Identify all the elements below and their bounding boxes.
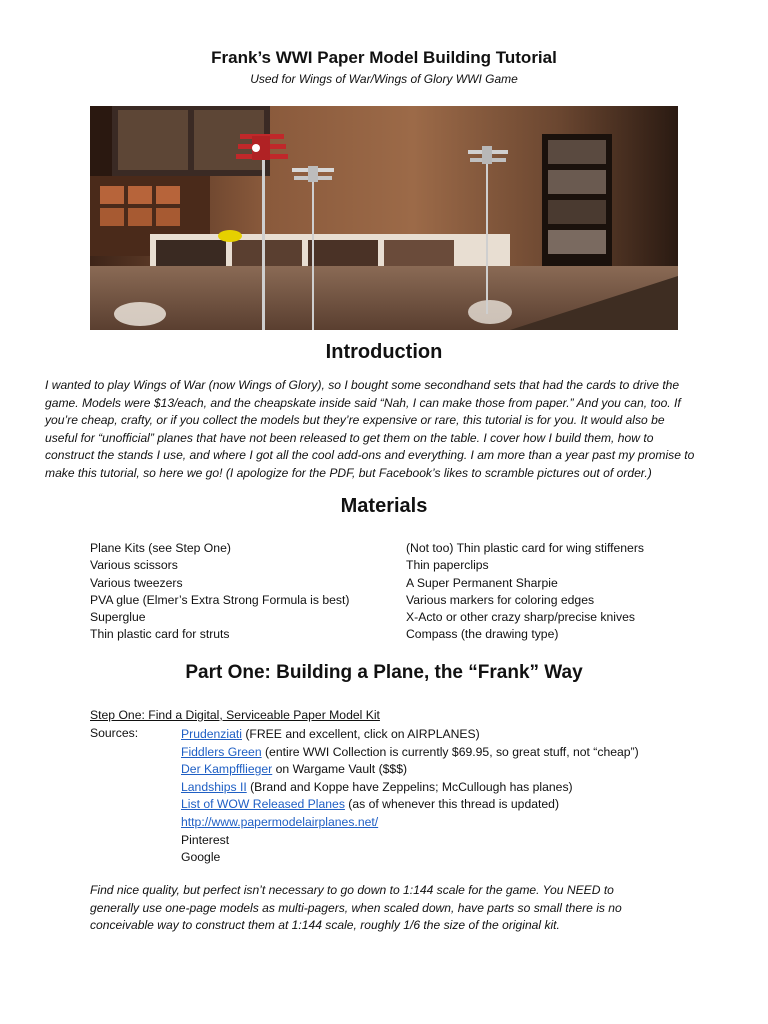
source-link-fiddlers-green[interactable]: Fiddlers Green: [181, 744, 262, 759]
list-item: Thin paperclips: [406, 558, 489, 573]
step-one-heading: Step One: Find a Digital, Serviceable Paper Model Kit: [90, 708, 380, 722]
list-item: PVA glue (Elmer’s Extra Strong Formula is best): [90, 592, 350, 607]
materials-heading: Materials: [340, 495, 428, 517]
materials-list-left: [90, 540, 349, 644]
sources-list: [181, 726, 639, 867]
header-photo-illustration: [90, 106, 678, 330]
list-item: Various tweezers: [90, 575, 183, 590]
materials-list-right: [406, 540, 644, 644]
introduction-heading: Introduction: [325, 341, 443, 363]
list-item: [181, 796, 639, 814]
list-item: Plane Kits (see Step One): [90, 541, 231, 555]
list-item: Various scissors: [90, 558, 178, 573]
source-note: (FREE and excellent, click on AIRPLANES): [241, 727, 480, 741]
source-link-landships-ii[interactable]: Landships II: [181, 779, 247, 794]
list-item: [181, 832, 639, 850]
list-item: [181, 814, 639, 832]
sources-label: Sources:: [90, 726, 139, 740]
list-item: [181, 779, 639, 797]
source-note: Pinterest: [181, 832, 230, 847]
source-link-papermodelairplanes[interactable]: http://www.papermodelairplanes.net/: [181, 814, 379, 829]
list-item: Various markers for coloring edges: [406, 592, 595, 607]
source-link-der-kampfflieger[interactable]: Der Kampfflieger: [181, 762, 273, 777]
list-item: Compass (the drawing type): [406, 627, 559, 642]
list-item: Thin plastic card for struts: [90, 627, 230, 642]
list-item: [181, 761, 639, 779]
document-title: Frank’s WWI Paper Model Building Tutorial: [211, 48, 557, 67]
source-note: (entire WWI Collection is currently $69.95, so great stuff, not “cheap”): [261, 744, 639, 759]
source-note: (as of whenever this thread is updated): [344, 797, 560, 812]
list-item: X-Acto or other crazy sharp/precise knives: [406, 610, 635, 625]
list-item: [181, 849, 639, 867]
list-item: Superglue: [90, 610, 146, 625]
source-link-prudenziati[interactable]: Prudenziati: [181, 727, 242, 741]
source-note: Google: [181, 850, 221, 865]
part-one-heading: Part One: Building a Plane, the “Frank” Way: [185, 662, 583, 683]
introduction-paragraph: I wanted to play Wings of War (now Wings of Glory), so I bought some secondhand sets that had the cards to drive the game. Models were $13/each, and the cheapskate inside said “Nah, I can make those from paper.” And you can, too. If you’re cheap, crafty, or if you collect the models but they’re expensive or rare, this tutorial is for you. It would also be useful for “unofficial” planes that have not been released to get them on the table. I cover how I build them, how to construct the stands I use, and where I got all the cool add-ons and everything. I am more than a year past my promise to make this tutorial, so here we go! (I apologize for the PDF, but Facebook’s likes to scramble pictures out of order.): [45, 378, 695, 480]
header-photo: [90, 106, 678, 330]
source-note: on Wargame Vault ($$$): [272, 762, 408, 777]
document-subtitle: Used for Wings of War/Wings of Glory WWI Game: [250, 72, 518, 86]
list-item: [181, 726, 639, 744]
list-item: [181, 744, 639, 762]
list-item: (Not too) Thin plastic card for wing stiffeners: [406, 541, 644, 555]
list-item: A Super Permanent Sharpie: [406, 575, 558, 590]
source-link-wow-released-planes[interactable]: List of WOW Released Planes: [181, 797, 345, 812]
closing-paragraph: Find nice quality, but perfect isn’t necessary to go down to 1:144 scale for the game. You NEED to generally use one-page models as multi-pagers, when scaled down, have parts so small there is no conceivable way to construct them at 1:144 scale, roughly 1/6 the size of the original kit.: [90, 883, 622, 932]
source-note: (Brand and Koppe have Zeppelins; McCullough has planes): [246, 779, 573, 794]
